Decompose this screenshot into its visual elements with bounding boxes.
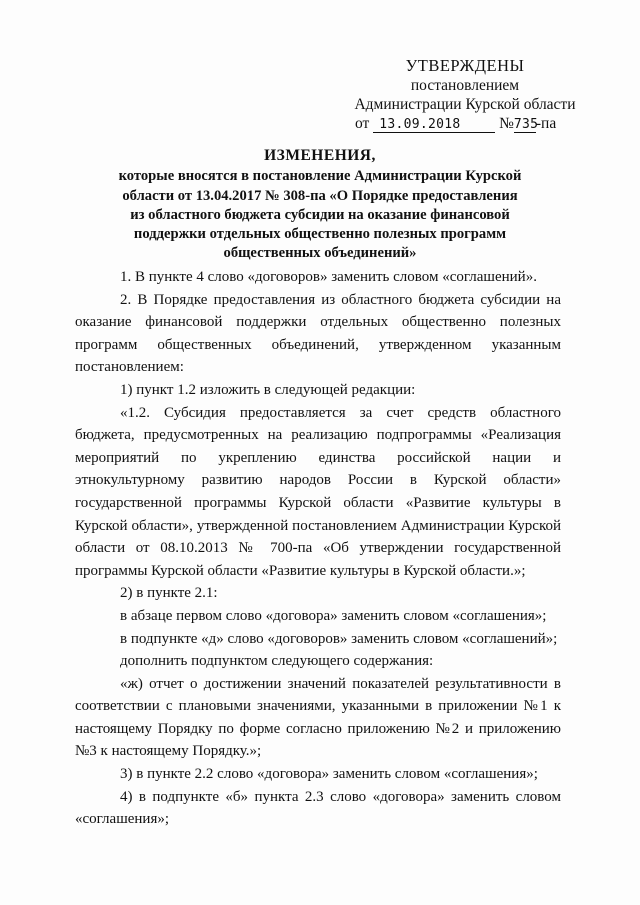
heading-title: ИЗМЕНЕНИЯ, <box>264 147 376 164</box>
document-heading <box>60 146 580 264</box>
heading-line-1: которые вносятся в постановление Администрации Курской <box>118 168 522 185</box>
paragraph-7: в подпункте «д» слово «договоров» заменить словом «соглашений»; <box>120 630 558 647</box>
document-body <box>75 266 561 831</box>
heading-line-2: области от 13.04.2017 № 308-па «О Порядке предоставления <box>122 187 518 204</box>
approval-from-prefix: от <box>355 115 370 132</box>
paragraph-8: дополнить подпунктом следующего содержания: <box>120 653 434 670</box>
approval-line-1: постановлением <box>410 77 520 94</box>
paragraph-2: 2. В Порядке предоставления из областного бюджета субсидии на оказание финансовой поддержки отдельных общественно полезных программ общественных объединений, утвержденном указанным постановлением: <box>75 291 561 376</box>
heading-line-5: общественных объединений» <box>223 245 417 262</box>
heading-line-4: поддержки отдельных общественно полезных программ <box>133 226 507 243</box>
approval-number-sign: № <box>499 115 514 132</box>
approval-suffix: -па <box>535 115 557 132</box>
paragraph-4: «1.2. Субсидия предоставляется за счет средств областного бюджета, предусмотренных на реализацию подпрограммы «Реализация мероприятий по укреплению единства российской нации и этнокультурному развитию народов России в Курской области» государственной программы Курской области «Развитие культуры в Курской области», утвержденной постановлением Администрации Курской области от 08.10.2013 № 700-па «Об утверждении государственной программы Курской области «Развитие культуры в Курской области.»; <box>75 404 561 579</box>
approval-line-2: Администрации Курской области <box>354 96 576 113</box>
paragraph-1: 1. В пункте 4 слово «договоров» заменить словом «соглашений». <box>120 269 537 285</box>
paragraph-11: 4) в подпункте «б» пункта 2.3 слово «договора» заменить словом «соглашения»; <box>75 788 561 828</box>
paragraph-9: «ж) отчет о достижении значений показателей результативности в соответствии с плановыми значениями, указанными в приложении №1 к настоящему Порядку по форме согласно приложению №2 и приложению №3 к настоящему Порядку.»; <box>75 675 561 760</box>
approval-stamp-block <box>345 56 585 133</box>
approval-date-line <box>345 114 585 133</box>
approval-number: 735 <box>513 117 539 132</box>
heading-line-3: из областного бюджета субсидии на оказание финансовой <box>130 206 510 223</box>
approval-date: 13.09.2018 <box>373 118 495 133</box>
paragraph-10: 3) в пункте 2.2 слово «договора» заменить словом «соглашения»; <box>120 766 538 783</box>
paragraph-6: в абзаце первом слово «договора» заменить словом «соглашения»; <box>120 607 547 624</box>
paragraph-5: 2) в пункте 2.1: <box>120 585 218 602</box>
paragraph-3: 1) пункт 1.2 изложить в следующей редакции: <box>120 381 416 398</box>
approval-title: УТВЕРЖДЕНЫ <box>405 56 525 75</box>
